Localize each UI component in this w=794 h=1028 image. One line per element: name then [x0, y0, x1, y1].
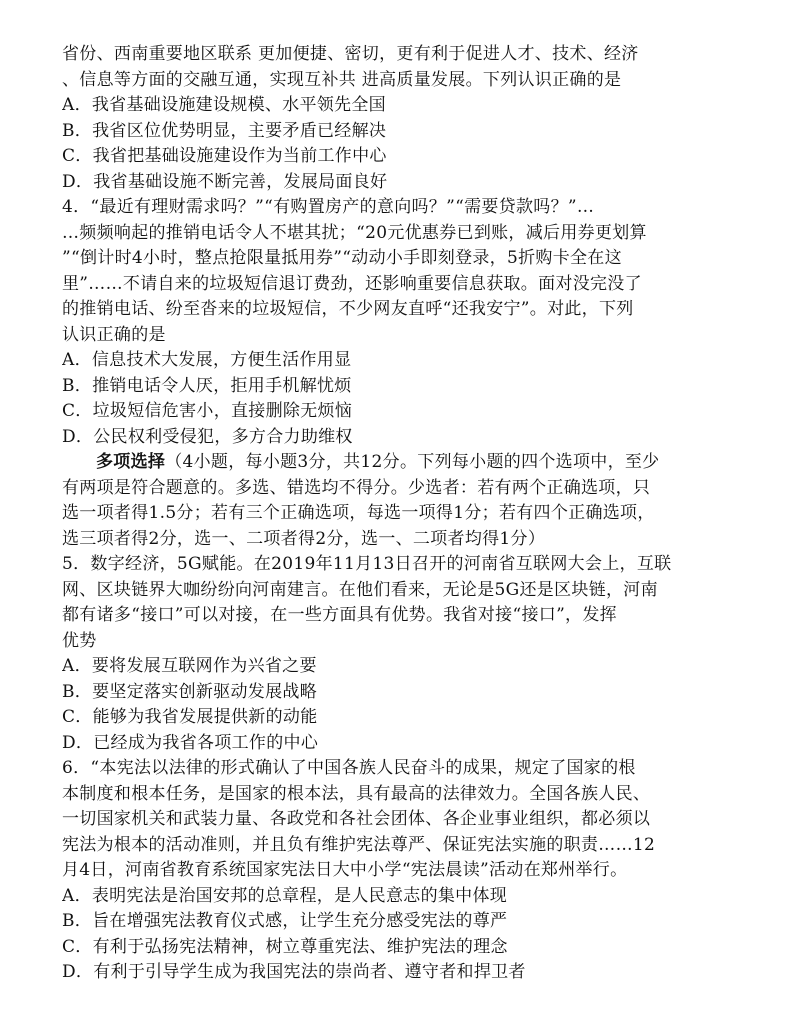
- option-b: B．要坚定落实创新驱动发展战略: [62, 681, 317, 702]
- text-line: 网、区块链界大咖纷纷向河南建言。在他们看来，无论是5G还是区块链，河南: [62, 579, 658, 600]
- option-d: D．有利于引导学生成为我国宪法的崇尚者、遵守者和捍卫者: [62, 962, 526, 982]
- text-line: 月4日，河南省教育系统国家宪法日大中小学“宪法晨读”活动在郑州举行。: [62, 860, 628, 880]
- option-c: C．垃圾短信危害小，直接删除无烦恼: [62, 401, 353, 421]
- option-a: A．我省基础设施建设规模、水平领先全国: [62, 95, 386, 115]
- text-line: 一切国家机关和武装力量、各政党和各社会团体、各企业事业组织，都必须以: [62, 809, 651, 829]
- document-page: [62, 42, 734, 986]
- section-instructions: （4小题，每小题3分，共12分。下列每小题的四个选项中，至少: [165, 452, 660, 472]
- text-line: 有两项是符合题意的。多选、错选均不得分。少选者：若有两个正确选项，只: [62, 477, 651, 498]
- text-line: 都有诸多“接口”可以对接，在一些方面具有优势。我省对接“接口”，发挥: [62, 605, 617, 625]
- option-a: A．信息技术大发展，方便生活作用显: [62, 350, 352, 370]
- option-d: D．我省基础设施不断完善，发展局面良好: [62, 171, 388, 192]
- option-d: D．已经成为我省各项工作的中心: [62, 732, 319, 753]
- text-line: 省份、西南重要地区联系 更加便捷、密切，更有利于促进人才、技术、经济: [62, 44, 639, 64]
- option-c: C．能够为我省发展提供新的动能: [62, 707, 318, 727]
- option-c: C．我省把基础设施建设作为当前工作中心: [62, 146, 387, 166]
- question-5-stem: 5．数字经济，5G赋能。在2019年11月13日召开的河南省互联网大会上，互联: [62, 554, 672, 574]
- section-heading-label: 多项选择: [96, 452, 166, 472]
- option-d: D．公民权利受侵犯，多方合力助维权: [62, 426, 353, 447]
- section-heading-multiple-choice: [62, 450, 734, 476]
- text-line: 优势: [62, 630, 97, 651]
- text-line: ”“倒计时4小时，整点抢限量抵用券”“动动小手即刻登录，5折购卡全在这: [62, 248, 622, 268]
- option-b: B．我省区位优势明显，主要矛盾已经解决: [62, 120, 387, 141]
- text-line: 选一项者得1.5分；若有三个正确选项，每选一项得1分；若有四个正确选项，: [62, 503, 655, 523]
- question-6-stem: 6．“本宪法以法律的形式确认了中国各族人民奋斗的成果，规定了国家的根: [62, 758, 636, 778]
- text-line: 本制度和根本任务，是国家的根本法，具有最高的法律效力。全国各族人民、: [62, 783, 651, 804]
- option-b: B．推销电话令人厌，拒用手机解忧烦: [62, 375, 352, 396]
- question-4-stem: 4．“最近有理财需求吗？”“有购置房产的意向吗？”“需要贷款吗？”…: [62, 197, 595, 217]
- option-b: B．旨在增强宪法教育仪式感，让学生充分感受宪法的尊严: [62, 911, 508, 931]
- text-line: 认识正确的是: [62, 324, 166, 345]
- option-c: C．有利于弘扬宪法精神，树立尊重宪法、维护宪法的理念: [62, 936, 508, 957]
- option-a: A．表明宪法是治国安邦的总章程，是人民意志的集中体现: [62, 885, 508, 906]
- text-line: 、信息等方面的交融互通，实现互补共 进高质量发展。下列认识正确的是: [62, 69, 622, 90]
- text-line: 的推销电话、纷至沓来的垃圾短信，不少网友直呼“还我安宁”。对此，下列: [62, 299, 634, 319]
- option-a: A．要将发展互联网作为兴省之要: [62, 656, 317, 676]
- text-line: 宪法为根本的活动准则，并且负有维护宪法尊严、保证宪法实施的职责……12: [62, 834, 656, 855]
- text-line: 选三项者得2分，选一、二项者得2分，选一、二项者均得1分）: [62, 528, 546, 549]
- text-line: …频频响起的推销电话令人不堪其扰；“20元优惠券已到账，减后用券更划算: [62, 222, 647, 243]
- text-line: 里”……不请自来的垃圾短信退订费劲，还影响重要信息获取。面对没完没了: [62, 273, 642, 294]
